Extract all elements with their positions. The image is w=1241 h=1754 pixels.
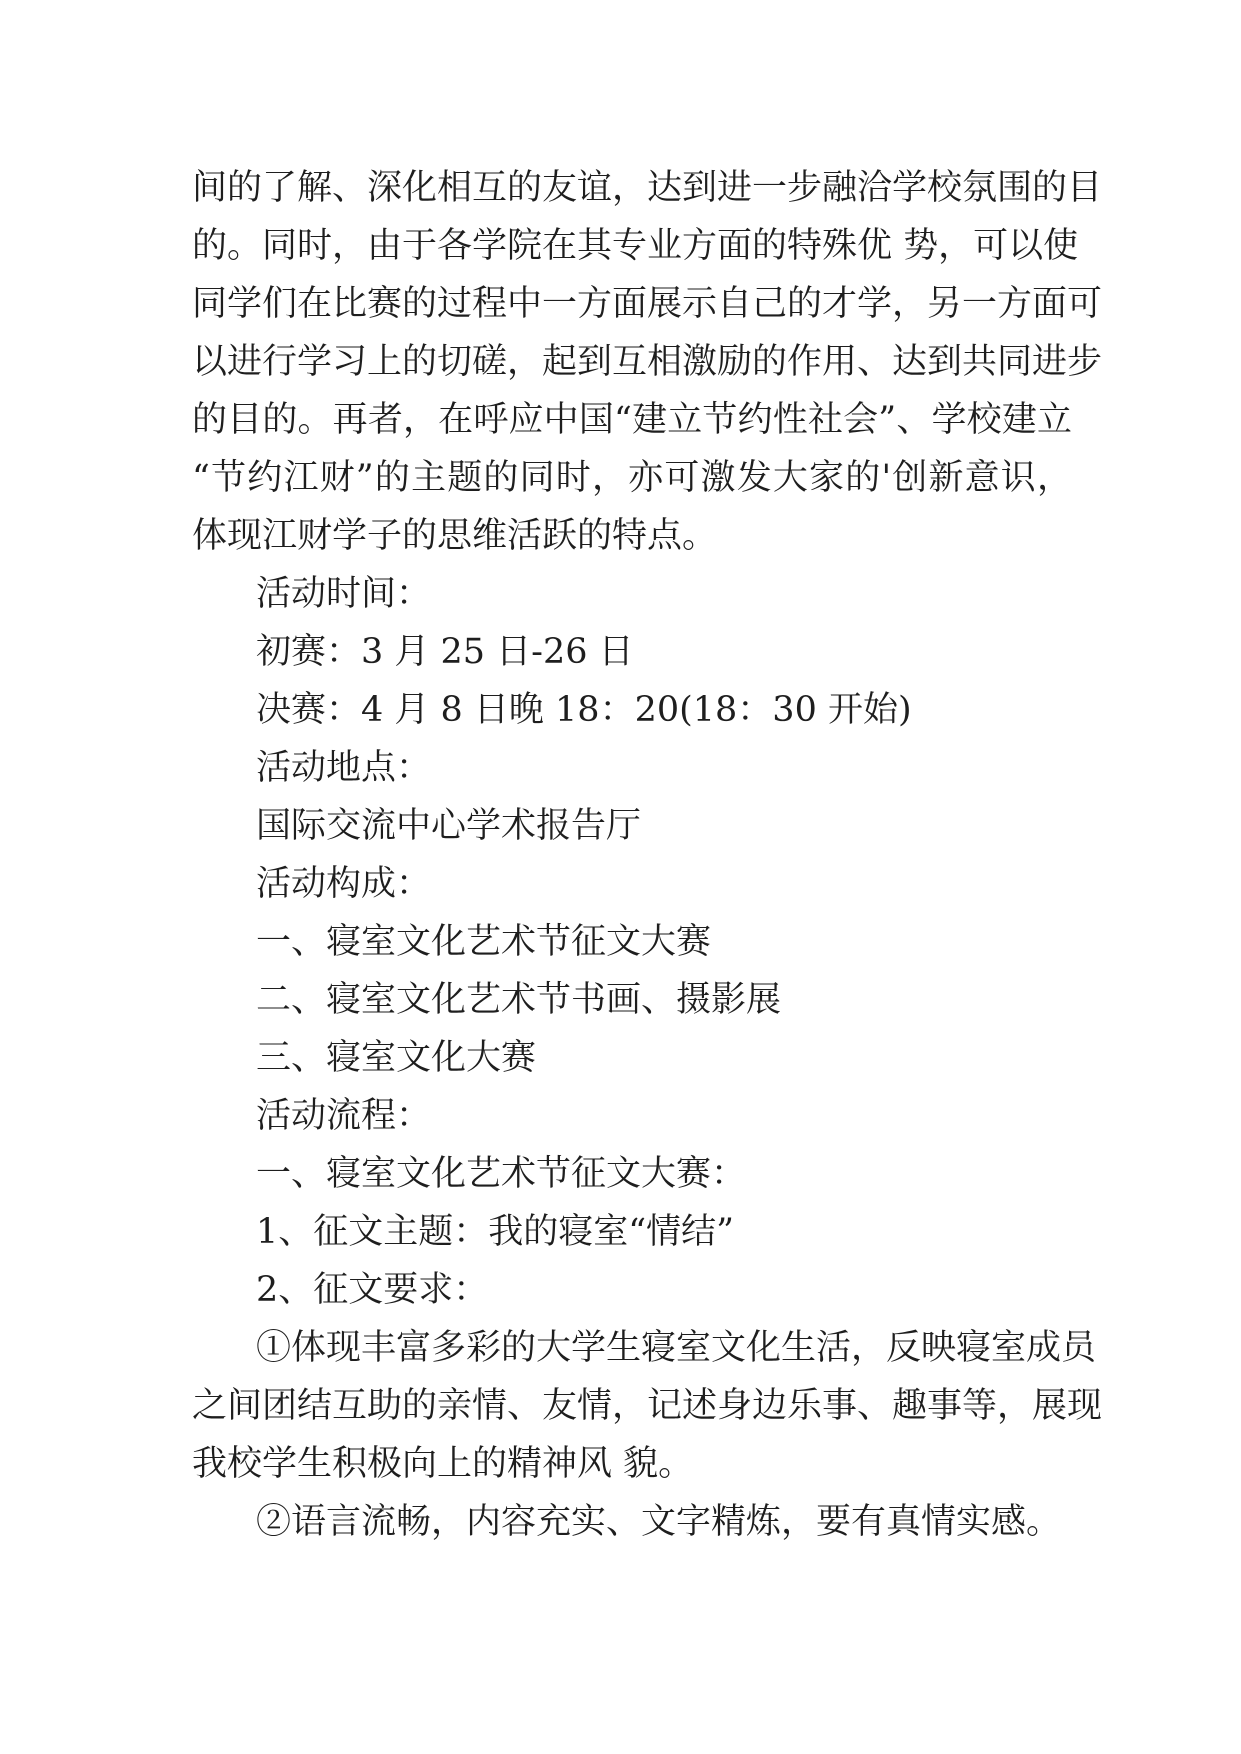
paragraph-line: 的目的。再者，在呼应中国“建立节约性社会”、学校建立 <box>192 400 1072 440</box>
requirement-line: ②语言流畅，内容充实、文字精炼，要有真情实感。 <box>256 1502 1062 1542</box>
paragraph-line: 体现江财学子的思维活跃的特点。 <box>192 516 718 556</box>
paragraph-line: “节约江财”的主题的同时，亦可激发大家的'创新意识， <box>192 458 1072 498</box>
essay-theme: 1、征文主题：我的寝室“情结” <box>256 1212 735 1252</box>
paragraph-line: 的。同时，由于各学院在其专业方面的特殊优 势，可以使 <box>192 226 1079 266</box>
time-heading: 活动时间： <box>256 574 432 614</box>
venue-heading: 活动地点： <box>256 748 432 788</box>
composition-item: 一、寝室文化艺术节征文大赛 <box>256 922 712 962</box>
final-schedule: 决赛：4 月 8 日晚 18：20(18：30 开始) <box>256 690 912 730</box>
venue: 国际交流中心学术报告厅 <box>256 806 642 846</box>
paragraph-line: 以进行学习上的切磋，起到互相激励的作用、达到共同进步 <box>192 342 1103 382</box>
prelim-schedule: 初赛：3 月 25 日-26 日 <box>256 632 634 672</box>
process-heading: 活动流程： <box>256 1096 432 1136</box>
requirement-line: 之间团结互助的亲情、友情，记述身边乐事、趣事等，展现 <box>192 1386 1103 1426</box>
requirement-line: ①体现丰富多彩的大学生寝室文化生活，反映寝室成员 <box>256 1328 1097 1368</box>
requirement-line: 我校学生积极向上的精神风 貌。 <box>192 1444 694 1484</box>
process-item: 一、寝室文化艺术节征文大赛： <box>256 1154 747 1194</box>
requirements-heading: 2、征文要求： <box>256 1270 489 1310</box>
composition-heading: 活动构成： <box>256 864 432 904</box>
paragraph-line: 间的了解、深化相互的友谊，达到进一步融洽学校氛围的目 <box>192 168 1103 208</box>
paragraph-line: 同学们在比赛的过程中一方面展示自己的才学，另一方面可 <box>192 284 1103 324</box>
composition-item: 三、寝室文化大赛 <box>256 1038 537 1078</box>
composition-item: 二、寝室文化艺术节书画、摄影展 <box>256 980 782 1020</box>
